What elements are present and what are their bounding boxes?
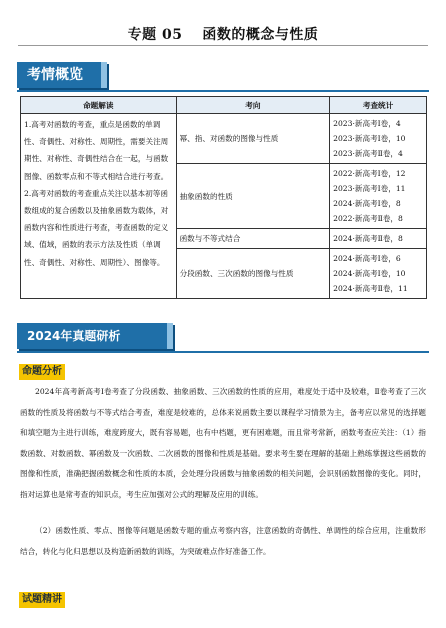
practice-tag: 试题精讲 (19, 592, 65, 608)
page-title: 专题 05 函数的概念与性质 (127, 27, 319, 43)
analysis-paragraph: （2）函数性质、零点、图像等问题是函数专题的重点考察内容，注意函数的奇偶性、单调性的综合应用，注重数形结合，转化与化归思想以及构造新函数的训练，为突破难点作好准备工作。 (20, 526, 426, 556)
stats-cell (330, 114, 427, 164)
stat-entry: 2023·新高考Ⅰ卷，10 (333, 134, 406, 143)
analysis-paragraph: 2024年高考新高考Ⅰ卷考查了分段函数、抽象函数、三次函数的性质的应用，难度处于适中及较难，Ⅱ卷考查了三次函数的性质及将函数与不等式结合考查，难度是较难的，总体来说函数主要以课程学习情景为主，备考应以常见的选择题和填空题为主进行训练，难度跨度大，既有容易题，也有中档题，更有困难题，而且常考常新，函数考查应关注：（1）指数函数、对数函数、幂函数及一次函数、二次函数的图像和性质是基础。要求考生要在理解的基础上熟练掌握这些函数的图像和性质，准确把握函数概念和性质的本质，会处理分段函数与抽象函数的相关问题，会识别函数图像的变化。同时，指对运算也是常考查的知识点，考生应加强对公式的理解及应用的训练。 (20, 387, 426, 499)
stat-entry: 2024·新高考Ⅱ卷，11 (333, 284, 408, 293)
table-header-row (21, 97, 427, 114)
section-divider (17, 351, 429, 353)
direction-cell: 抽象函数的性质 (176, 164, 330, 229)
analysis-tag: 命题分析 (19, 364, 65, 380)
stat-entry: 2024·新高考Ⅱ卷，8 (333, 234, 403, 243)
stat-entry: 2023·新高考Ⅰ卷，11 (333, 184, 406, 193)
direction-cell: 分段函数、三次函数的图像与性质 (176, 249, 330, 299)
stat-entry: 2022·新高考Ⅱ卷，8 (333, 214, 403, 223)
interpretation-cell: 1.高考对函数的考查，重点是函数的单调性、奇偶性、对称性、周期性，需要关注周期性、对称性、奇偶性结合在一起，与函数图像、函数零点和不等式相结合进行考查。2.高考对函数的考查重点关注以基本初等函数组成的复合函数以及抽象函数为载体，对函数内容和性质进行考查，考查函数的定义域、值域，函数的表示方法及性质（单调性、奇偶性、对称性、周期性）、图像等。 (21, 114, 177, 299)
section-badge-overview: 考情概览 (17, 62, 107, 88)
column-header: 考查统计 (330, 97, 427, 114)
stats-cell (330, 229, 427, 249)
table-row (21, 114, 427, 164)
section-badge-2024-analysis: 2024年真题研析 (17, 323, 173, 349)
column-header: 考向 (176, 97, 330, 114)
stats-cell (330, 249, 427, 299)
stat-entry: 2022·新高考Ⅰ卷，12 (333, 169, 406, 178)
stat-entry: 2023·新高考Ⅰ卷，4 (333, 119, 401, 128)
exam-overview-table (20, 96, 427, 299)
stat-entry: 2023·新高考Ⅱ卷，4 (333, 149, 403, 158)
section-divider (17, 90, 429, 92)
direction-cell: 幂、指、对函数的图像与性质 (176, 114, 330, 164)
stat-entry: 2024·新高考Ⅰ卷，8 (333, 199, 401, 208)
stat-entry: 2024·新高考Ⅰ卷，6 (333, 254, 401, 263)
column-header: 命题解读 (21, 97, 177, 114)
direction-cell: 函数与不等式结合 (176, 229, 330, 249)
stats-cell (330, 164, 427, 229)
stat-entry: 2024·新高考Ⅰ卷，10 (333, 269, 406, 278)
title-divider (18, 45, 428, 46)
